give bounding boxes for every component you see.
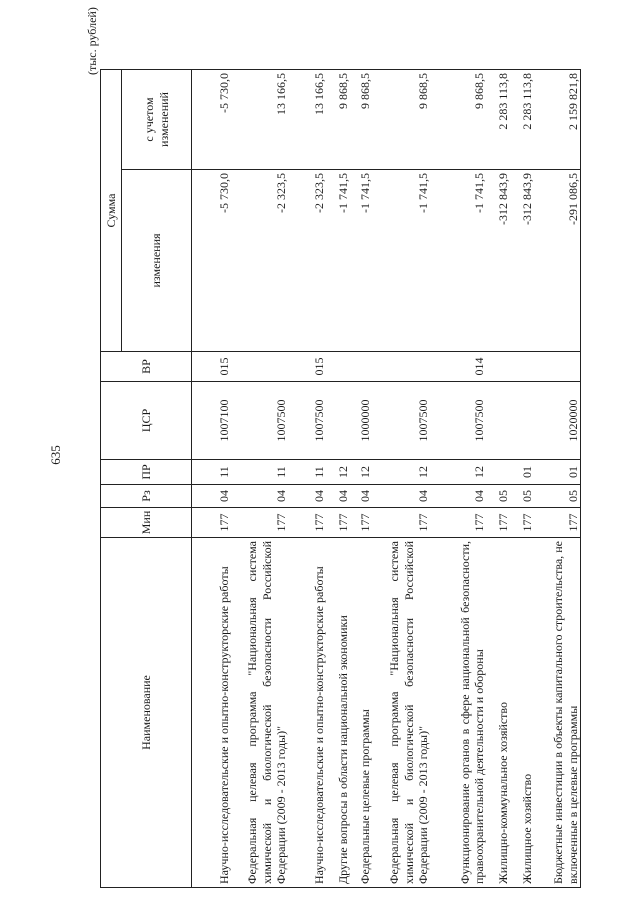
table-row xyxy=(327,70,351,888)
row-csr: 1020000 xyxy=(535,382,581,460)
row-rz: 04 xyxy=(232,485,289,508)
row-pr xyxy=(487,460,511,485)
row-with-change: 13 166,5 xyxy=(232,70,289,170)
row-csr xyxy=(511,382,535,460)
row-pr: 11 xyxy=(289,460,327,485)
row-min: 177 xyxy=(487,508,511,538)
row-name: Жилищно-коммунальное хозяйство xyxy=(487,538,511,888)
row-csr: 1007100 xyxy=(192,382,232,460)
row-with-change: 9 868,5 xyxy=(351,70,373,170)
row-rz: 04 xyxy=(373,485,431,508)
table-row xyxy=(289,70,327,888)
row-pr: 12 xyxy=(351,460,373,485)
table-row xyxy=(192,70,232,888)
row-pr: 11 xyxy=(232,460,289,485)
row-min: 177 xyxy=(327,508,351,538)
row-rz: 04 xyxy=(289,485,327,508)
row-with-change: 9 868,5 xyxy=(431,70,487,170)
row-change: -2 323,5 xyxy=(289,170,327,352)
row-with-change: 13 166,5 xyxy=(289,70,327,170)
row-change: -291 086,5 xyxy=(535,170,581,352)
row-change: -312 843,9 xyxy=(511,170,535,352)
header-sum: Сумма xyxy=(101,70,122,352)
row-name: Федеральная целевая программа "Национальная система химической и биологической безопасности Российской Федерации (2009 - 2013 годы)" xyxy=(373,538,431,888)
table-row xyxy=(373,70,431,888)
row-vr xyxy=(351,352,373,382)
row-rz: 04 xyxy=(351,485,373,508)
row-with-change: 9 868,5 xyxy=(327,70,351,170)
row-name: Функционирование органов в сфере национальной безопасности, правоохранительной деятельности и обороны xyxy=(431,538,487,888)
page-number: 635 xyxy=(48,445,63,465)
row-change: -1 741,5 xyxy=(373,170,431,352)
row-rz: 05 xyxy=(535,485,581,508)
row-with-change: -5 730,0 xyxy=(192,70,232,170)
row-csr: 1000000 xyxy=(351,382,373,460)
row-pr: 11 xyxy=(192,460,232,485)
table-row xyxy=(487,70,511,888)
row-name: Федеральная целевая программа "Национальная система химической и биологической безопасности Российской Федерации (2009 - 2013 годы)" xyxy=(232,538,289,888)
row-vr xyxy=(511,352,535,382)
row-vr: 014 xyxy=(431,352,487,382)
row-rz: 05 xyxy=(487,485,511,508)
row-name: Научно-исследовательские и опытно-конструкторские работы xyxy=(289,538,327,888)
row-name: Федеральные целевые программы xyxy=(351,538,373,888)
row-vr xyxy=(373,352,431,382)
row-min: 177 xyxy=(232,508,289,538)
row-pr: 12 xyxy=(327,460,351,485)
row-rz: 04 xyxy=(192,485,232,508)
row-csr xyxy=(327,382,351,460)
row-pr: 01 xyxy=(535,460,581,485)
table-row xyxy=(511,70,535,888)
row-with-change: 2 283 113,8 xyxy=(487,70,511,170)
row-min: 177 xyxy=(511,508,535,538)
table-body xyxy=(192,70,581,888)
row-csr: 1007500 xyxy=(373,382,431,460)
row-min: 177 xyxy=(373,508,431,538)
row-with-change: 2 283 113,8 xyxy=(511,70,535,170)
row-name: Бюджетные инвестиции в объекты капитального строительства, не включенные в целевые программы xyxy=(535,538,581,888)
row-name: Другие вопросы в области национальной экономики xyxy=(327,538,351,888)
header-changes: изменения xyxy=(122,170,192,352)
unit-note: (тыс. рублей) xyxy=(85,7,99,75)
row-pr: 12 xyxy=(431,460,487,485)
row-csr xyxy=(487,382,511,460)
budget-table xyxy=(100,69,581,888)
header-csr: ЦСР xyxy=(101,382,192,460)
table-row xyxy=(535,70,581,888)
table-header xyxy=(101,70,192,888)
header-rz: Рз xyxy=(101,485,192,508)
row-with-change: 2 159 821,8 xyxy=(535,70,581,170)
table-row xyxy=(351,70,373,888)
row-change: -1 741,5 xyxy=(327,170,351,352)
row-change: -1 741,5 xyxy=(431,170,487,352)
row-change: -2 323,5 xyxy=(232,170,289,352)
header-with-changes: с учетом изменений xyxy=(122,70,192,170)
row-pr: 01 xyxy=(511,460,535,485)
row-min: 177 xyxy=(431,508,487,538)
row-vr xyxy=(487,352,511,382)
row-min: 177 xyxy=(535,508,581,538)
header-vr: ВР xyxy=(101,352,192,382)
table-row xyxy=(431,70,487,888)
row-change: -312 843,9 xyxy=(487,170,511,352)
row-change: -1 741,5 xyxy=(351,170,373,352)
row-csr: 1007500 xyxy=(289,382,327,460)
row-vr: 015 xyxy=(289,352,327,382)
header-pr: ПР xyxy=(101,460,192,485)
row-change: -5 730,0 xyxy=(192,170,232,352)
row-vr xyxy=(327,352,351,382)
table-row xyxy=(232,70,289,888)
row-with-change: 9 868,5 xyxy=(373,70,431,170)
header-min: Мин xyxy=(101,508,192,538)
row-pr: 12 xyxy=(373,460,431,485)
row-rz: 04 xyxy=(431,485,487,508)
row-name: Научно-исследовательские и опытно-конструкторские работы xyxy=(192,538,232,888)
row-csr: 1007500 xyxy=(232,382,289,460)
row-rz: 05 xyxy=(511,485,535,508)
row-vr: 015 xyxy=(192,352,232,382)
row-min: 177 xyxy=(192,508,232,538)
row-vr xyxy=(535,352,581,382)
row-rz: 04 xyxy=(327,485,351,508)
row-name: Жилищное хозяйство xyxy=(511,538,535,888)
row-min: 177 xyxy=(351,508,373,538)
header-name: Наименование xyxy=(101,538,192,888)
row-vr xyxy=(232,352,289,382)
row-csr: 1007500 xyxy=(431,382,487,460)
row-min: 177 xyxy=(289,508,327,538)
